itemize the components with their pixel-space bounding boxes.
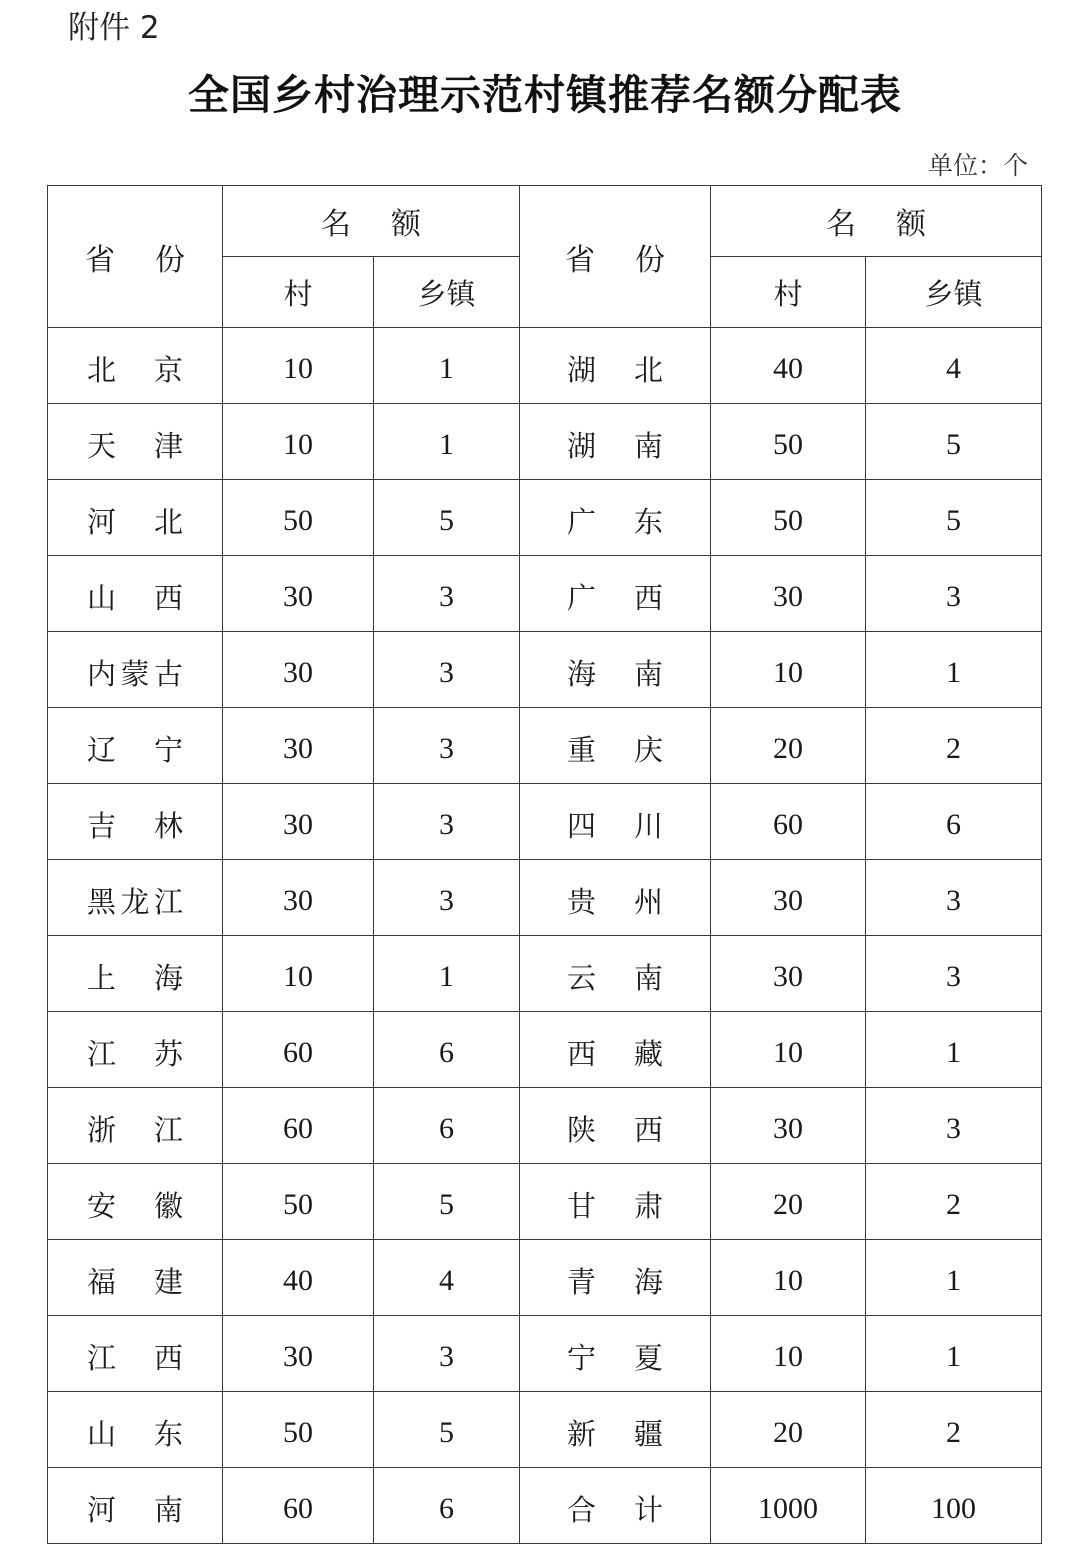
province-left-cell — [48, 1316, 223, 1392]
village-left-cell-text: 30 — [283, 884, 313, 917]
town-right-cell — [866, 1012, 1042, 1088]
village-right-cell — [711, 1468, 866, 1544]
town-left-cell — [374, 1164, 520, 1240]
town-right-cell — [866, 480, 1042, 556]
village-right-cell-text: 20 — [773, 732, 803, 765]
quota-table — [47, 185, 1042, 1544]
town-left-cell-text: 5 — [439, 504, 454, 537]
village-left-cell — [223, 1012, 374, 1088]
village-left-cell — [223, 1088, 374, 1164]
table-row — [48, 1316, 1042, 1392]
town-right-cell-text: 3 — [946, 884, 961, 917]
town-left-cell — [374, 1468, 520, 1544]
province-right-cell-text: 海 南 — [567, 657, 663, 691]
town-right-cell-text: 1 — [946, 656, 961, 689]
village-left-cell — [223, 328, 374, 404]
village-right-cell — [711, 1240, 866, 1316]
header-quota-right: 名 额 — [711, 186, 1042, 257]
province-left-cell — [48, 1392, 223, 1468]
town-left-cell — [374, 936, 520, 1012]
village-left-cell — [223, 556, 374, 632]
province-right-cell-text: 甘 肃 — [567, 1189, 663, 1223]
province-right-cell — [520, 1088, 711, 1164]
province-left-cell-text: 江 西 — [87, 1341, 183, 1375]
village-left-cell — [223, 860, 374, 936]
village-right-cell-text: 10 — [773, 656, 803, 689]
province-right-cell — [520, 1012, 711, 1088]
village-right-cell — [711, 1392, 866, 1468]
province-left-cell — [48, 1088, 223, 1164]
village-left-cell — [223, 1164, 374, 1240]
village-left-cell-text: 30 — [283, 656, 313, 689]
village-left-cell — [223, 1392, 374, 1468]
province-left-cell — [48, 1240, 223, 1316]
town-left-cell — [374, 1088, 520, 1164]
province-right-cell-text: 青 海 — [567, 1265, 663, 1299]
town-left-cell — [374, 328, 520, 404]
town-right-cell — [866, 556, 1042, 632]
province-right-cell — [520, 860, 711, 936]
village-right-cell — [711, 708, 866, 784]
town-left-cell — [374, 784, 520, 860]
table-row — [48, 632, 1042, 708]
village-right-cell-text: 40 — [773, 352, 803, 385]
province-right-cell-text: 西 藏 — [567, 1037, 663, 1071]
village-left-cell — [223, 784, 374, 860]
province-right-cell-text: 陕 西 — [567, 1113, 663, 1147]
village-left-cell-text: 30 — [283, 580, 313, 613]
village-left-cell-text: 10 — [283, 428, 313, 461]
province-left-cell-text: 上 海 — [87, 961, 183, 995]
province-left-cell — [48, 936, 223, 1012]
header-town-right: 乡镇 — [866, 257, 1042, 328]
village-left-cell-text: 60 — [283, 1492, 313, 1525]
table-row — [48, 480, 1042, 556]
province-right-cell-text: 湖 北 — [567, 353, 663, 387]
town-left-cell — [374, 1392, 520, 1468]
table-row — [48, 784, 1042, 860]
village-right-cell-text: 30 — [773, 960, 803, 993]
province-left-cell-text: 黑龙江 — [87, 885, 183, 919]
province-left-cell-text: 江 苏 — [87, 1037, 183, 1071]
header-province-left: 省 份 — [48, 186, 223, 328]
town-left-cell-text: 6 — [439, 1112, 454, 1145]
town-left-cell-text: 3 — [439, 656, 454, 689]
village-left-cell-text: 30 — [283, 1340, 313, 1373]
town-left-cell — [374, 556, 520, 632]
village-left-cell-text: 60 — [283, 1112, 313, 1145]
town-left-cell-text: 1 — [439, 960, 454, 993]
village-left-cell-text: 50 — [283, 504, 313, 537]
town-right-cell-text: 100 — [931, 1492, 976, 1525]
province-right-cell-text: 四 川 — [567, 809, 663, 843]
village-right-cell-text: 10 — [773, 1340, 803, 1373]
province-right-cell-text: 广 东 — [567, 505, 663, 539]
table-row — [48, 404, 1042, 480]
town-left-cell-text: 1 — [439, 352, 454, 385]
village-left-cell-text: 30 — [283, 732, 313, 765]
province-left-cell-text: 河 北 — [87, 505, 183, 539]
province-right-cell — [520, 1468, 711, 1544]
province-left-cell-text: 吉 林 — [87, 809, 183, 843]
province-right-cell — [520, 480, 711, 556]
village-right-cell-text: 60 — [773, 808, 803, 841]
header-row-1 — [48, 186, 1042, 257]
town-right-cell-text: 3 — [946, 580, 961, 613]
town-right-cell — [866, 1164, 1042, 1240]
village-right-cell-text: 50 — [773, 504, 803, 537]
town-right-cell — [866, 404, 1042, 480]
province-right-cell-text: 广 西 — [567, 581, 663, 615]
province-left-cell — [48, 1468, 223, 1544]
province-left-cell — [48, 1164, 223, 1240]
table-row — [48, 1468, 1042, 1544]
province-left-cell — [48, 480, 223, 556]
province-right-cell-text: 宁 夏 — [567, 1341, 663, 1375]
village-left-cell — [223, 404, 374, 480]
town-right-cell-text: 2 — [946, 732, 961, 765]
table-row — [48, 860, 1042, 936]
province-right-cell — [520, 1240, 711, 1316]
town-left-cell-text: 4 — [439, 1264, 454, 1297]
town-right-cell-text: 3 — [946, 960, 961, 993]
header-village-right: 村 — [711, 257, 866, 328]
town-left-cell — [374, 708, 520, 784]
town-left-cell-text: 3 — [439, 1340, 454, 1373]
province-left-cell-text: 安 徽 — [87, 1189, 183, 1223]
attachment-label: 附件 2 — [68, 10, 160, 46]
town-right-cell — [866, 784, 1042, 860]
village-right-cell-text: 20 — [773, 1416, 803, 1449]
town-left-cell-text: 5 — [439, 1416, 454, 1449]
village-left-cell-text: 30 — [283, 808, 313, 841]
province-left-cell-text: 福 建 — [87, 1265, 183, 1299]
town-left-cell-text: 5 — [439, 1188, 454, 1221]
village-right-cell-text: 1000 — [758, 1492, 818, 1525]
town-right-cell — [866, 1240, 1042, 1316]
town-right-cell — [866, 708, 1042, 784]
village-right-cell — [711, 480, 866, 556]
town-right-cell — [866, 1392, 1042, 1468]
province-left-cell-text: 辽 宁 — [87, 733, 183, 767]
village-right-cell — [711, 556, 866, 632]
village-right-cell — [711, 936, 866, 1012]
town-left-cell-text: 3 — [439, 884, 454, 917]
village-left-cell-text: 10 — [283, 960, 313, 993]
province-right-cell — [520, 708, 711, 784]
town-left-cell — [374, 632, 520, 708]
village-left-cell-text: 60 — [283, 1036, 313, 1069]
town-left-cell-text: 1 — [439, 428, 454, 461]
province-left-cell-text: 天 津 — [87, 429, 183, 463]
town-left-cell — [374, 860, 520, 936]
province-right-cell-text: 合 计 — [567, 1493, 663, 1527]
village-left-cell-text: 40 — [283, 1264, 313, 1297]
table-row — [48, 328, 1042, 404]
town-left-cell-text: 3 — [439, 580, 454, 613]
village-right-cell — [711, 784, 866, 860]
town-right-cell — [866, 860, 1042, 936]
quota-table-body — [48, 186, 1042, 1544]
town-right-cell-text: 1 — [946, 1340, 961, 1373]
town-left-cell-text: 6 — [439, 1492, 454, 1525]
table-row — [48, 1012, 1042, 1088]
province-right-cell — [520, 1164, 711, 1240]
town-right-cell-text: 6 — [946, 808, 961, 841]
village-right-cell — [711, 1088, 866, 1164]
province-right-cell-text: 云 南 — [567, 961, 663, 995]
village-right-cell-text: 30 — [773, 884, 803, 917]
town-right-cell-text: 2 — [946, 1416, 961, 1449]
town-left-cell — [374, 1316, 520, 1392]
village-right-cell — [711, 328, 866, 404]
town-right-cell — [866, 1468, 1042, 1544]
table-row — [48, 1164, 1042, 1240]
table-row — [48, 1392, 1042, 1468]
province-left-cell — [48, 328, 223, 404]
village-right-cell — [711, 1012, 866, 1088]
village-left-cell-text: 10 — [283, 352, 313, 385]
header-quota-left: 名 额 — [223, 186, 520, 257]
province-right-cell — [520, 328, 711, 404]
table-row — [48, 708, 1042, 784]
province-right-cell — [520, 632, 711, 708]
table-row — [48, 936, 1042, 1012]
village-right-cell-text: 30 — [773, 580, 803, 613]
town-left-cell — [374, 480, 520, 556]
town-left-cell — [374, 1012, 520, 1088]
province-left-cell-text: 内蒙古 — [87, 657, 183, 691]
town-right-cell-text: 4 — [946, 352, 961, 385]
village-right-cell — [711, 860, 866, 936]
village-right-cell — [711, 632, 866, 708]
village-left-cell — [223, 480, 374, 556]
table-row — [48, 556, 1042, 632]
village-right-cell-text: 10 — [773, 1264, 803, 1297]
village-right-cell-text: 30 — [773, 1112, 803, 1145]
province-right-cell-text: 湖 南 — [567, 429, 663, 463]
province-left-cell — [48, 708, 223, 784]
village-left-cell — [223, 1468, 374, 1544]
province-right-cell-text: 贵 州 — [567, 885, 663, 919]
province-left-cell-text: 河 南 — [87, 1493, 183, 1527]
town-right-cell-text: 5 — [946, 504, 961, 537]
province-left-cell-text: 山 东 — [87, 1417, 183, 1451]
province-left-cell — [48, 784, 223, 860]
province-right-cell — [520, 1392, 711, 1468]
province-left-cell — [48, 404, 223, 480]
town-left-cell-text: 6 — [439, 1036, 454, 1069]
province-left-cell — [48, 632, 223, 708]
village-left-cell — [223, 632, 374, 708]
village-right-cell — [711, 1316, 866, 1392]
province-right-cell — [520, 1316, 711, 1392]
town-right-cell — [866, 632, 1042, 708]
village-right-cell — [711, 404, 866, 480]
village-left-cell — [223, 708, 374, 784]
town-right-cell-text: 2 — [946, 1188, 961, 1221]
village-left-cell — [223, 1240, 374, 1316]
village-left-cell — [223, 936, 374, 1012]
document-title: 全国乡村治理示范村镇推荐名额分配表 — [188, 71, 902, 119]
province-left-cell-text: 浙 江 — [87, 1113, 183, 1147]
province-left-cell — [48, 556, 223, 632]
province-right-cell — [520, 404, 711, 480]
header-province-right: 省 份 — [520, 186, 711, 328]
town-right-cell-text: 3 — [946, 1112, 961, 1145]
village-left-cell — [223, 1316, 374, 1392]
town-left-cell-text: 3 — [439, 808, 454, 841]
table-row — [48, 1088, 1042, 1164]
province-left-cell-text: 山 西 — [87, 581, 183, 615]
province-left-cell — [48, 1012, 223, 1088]
town-right-cell — [866, 936, 1042, 1012]
town-right-cell — [866, 1088, 1042, 1164]
village-right-cell-text: 20 — [773, 1188, 803, 1221]
village-left-cell-text: 50 — [283, 1188, 313, 1221]
unit-label: 单位：个 — [927, 151, 1028, 180]
header-town-left: 乡镇 — [374, 257, 520, 328]
province-right-cell — [520, 784, 711, 860]
province-left-cell — [48, 860, 223, 936]
town-right-cell-text: 1 — [946, 1036, 961, 1069]
village-right-cell-text: 10 — [773, 1036, 803, 1069]
province-right-cell — [520, 936, 711, 1012]
village-right-cell — [711, 1164, 866, 1240]
province-right-cell-text: 重 庆 — [567, 733, 663, 767]
town-right-cell — [866, 1316, 1042, 1392]
town-right-cell — [866, 328, 1042, 404]
town-right-cell-text: 1 — [946, 1264, 961, 1297]
table-row — [48, 1240, 1042, 1316]
town-left-cell — [374, 404, 520, 480]
province-right-cell — [520, 556, 711, 632]
header-village-left: 村 — [223, 257, 374, 328]
province-left-cell-text: 北 京 — [87, 353, 183, 387]
village-left-cell-text: 50 — [283, 1416, 313, 1449]
province-right-cell-text: 新 疆 — [567, 1417, 663, 1451]
village-right-cell-text: 50 — [773, 428, 803, 461]
town-right-cell-text: 5 — [946, 428, 961, 461]
town-left-cell-text: 3 — [439, 732, 454, 765]
town-left-cell — [374, 1240, 520, 1316]
